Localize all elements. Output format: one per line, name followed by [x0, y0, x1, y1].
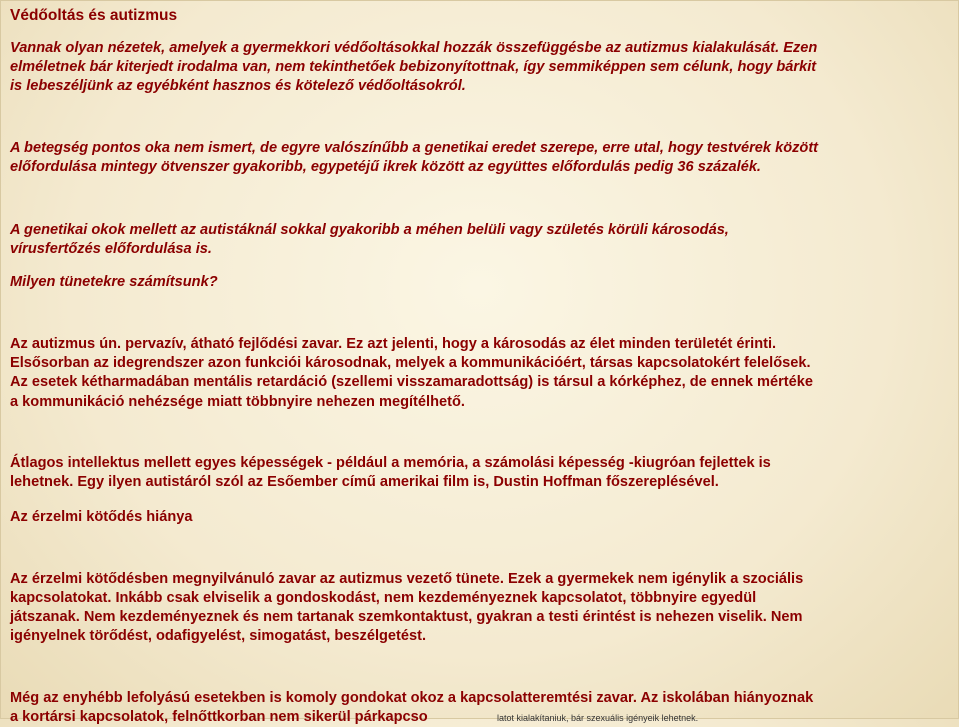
mild-line-2: a kortársi kapcsolatok, felnőttkorban nem sikerül párkapcso: [10, 709, 428, 725]
emotional-heading: Az érzelmi kötődés hiánya: [10, 509, 193, 525]
emotional-line-4: igényelnek törődést, odafigyelést, simogatást, beszélgetést.: [10, 628, 427, 644]
emotional-line-3: játszanak. Nem kezdeményeznek és nem tartanak szemkontaktust, gyakran a testi érintést is nehezen viselik. Nem: [10, 609, 803, 625]
genetic-line-1: A genetikai okok mellett az autistáknál sokkal gyakoribb a méhen belüli vagy születés körüli károsodás,: [10, 222, 729, 238]
pervasive-line-4: a kommunikáció nehézsége miatt többnyire nehezen megítélhető.: [10, 394, 465, 410]
cause-line-2: előfordulása mintegy ötvenszer gyakoribb, egypetéjű ikrek között az együttes előfordulás pedig 36 százalék.: [10, 159, 761, 175]
pervasive-line-1: Az autizmus ún. pervazív, átható fejlődési zavar. Ez azt jelenti, hogy a károsodás az élet minden területét érinti.: [10, 336, 777, 352]
slide-title: Védőoltás és autizmus: [10, 7, 178, 24]
emotional-line-1: Az érzelmi kötődésben megnyilvánuló zavar az autizmus vezető tünete. Ezek a gyermekek nem igénylik a szociális: [10, 571, 804, 587]
emotional-line-2: kapcsolatokat. Inkább csak elviselik a gondoskodást, nem kezdeményeznek kapcsolatot, többnyire egyedül: [10, 590, 757, 606]
abilities-line-2: lehetnek. Egy ilyen autistáról szól az Esőember című amerikai film is, Dustin Hoffman főszereplésével.: [10, 474, 719, 490]
intro-line-3: is lebeszéljünk az egyébként hasznos és kötelező védőoltásokról.: [10, 78, 466, 94]
symptoms-heading: Milyen tünetekre számítsunk?: [10, 274, 218, 290]
intro-line-1: Vannak olyan nézetek, amelyek a gyermekkori védőoltásokkal hozzák összefüggésbe az autizmus kialakulását. Ezen: [10, 40, 818, 56]
abilities-line-1: Átlagos intellektus mellett egyes képességek - például a memória, a számolási képesség -kiugróan fejlettek is: [10, 455, 771, 471]
pervasive-line-2: Elsősorban az idegrendszer azon funkciói károsodnak, melyek a kommunikációért, társas kapcsolatokért felelősek.: [10, 355, 811, 371]
pervasive-line-3: Az esetek kétharmadában mentális retardáció (szellemi visszamaradottság) is társul a kórképhez, de ennek mértéke: [10, 374, 813, 390]
intro-line-2: elméletnek bár kiterjedt irodalma van, nem tekinthetőek bebizonyítottnak, így semmiképpen sem célunk, hogy bárkit: [10, 59, 817, 75]
genetic-line-2: vírusfertőzés előfordulása is.: [10, 241, 212, 257]
mild-line-1: Még az enyhébb lefolyású esetekben is komoly gondokat okoz a kapcsolatteremtési zavar. Az iskolában hiányoznak: [10, 690, 814, 706]
overflow-footnote-text: latot kialakítaniuk, bár szexuális igényeik lehetnek.: [497, 713, 699, 723]
cause-line-1: A betegség pontos oka nem ismert, de egyre valószínűbb a genetikai eredet szerepe, erre utal, hogy testvérek között: [10, 140, 819, 156]
